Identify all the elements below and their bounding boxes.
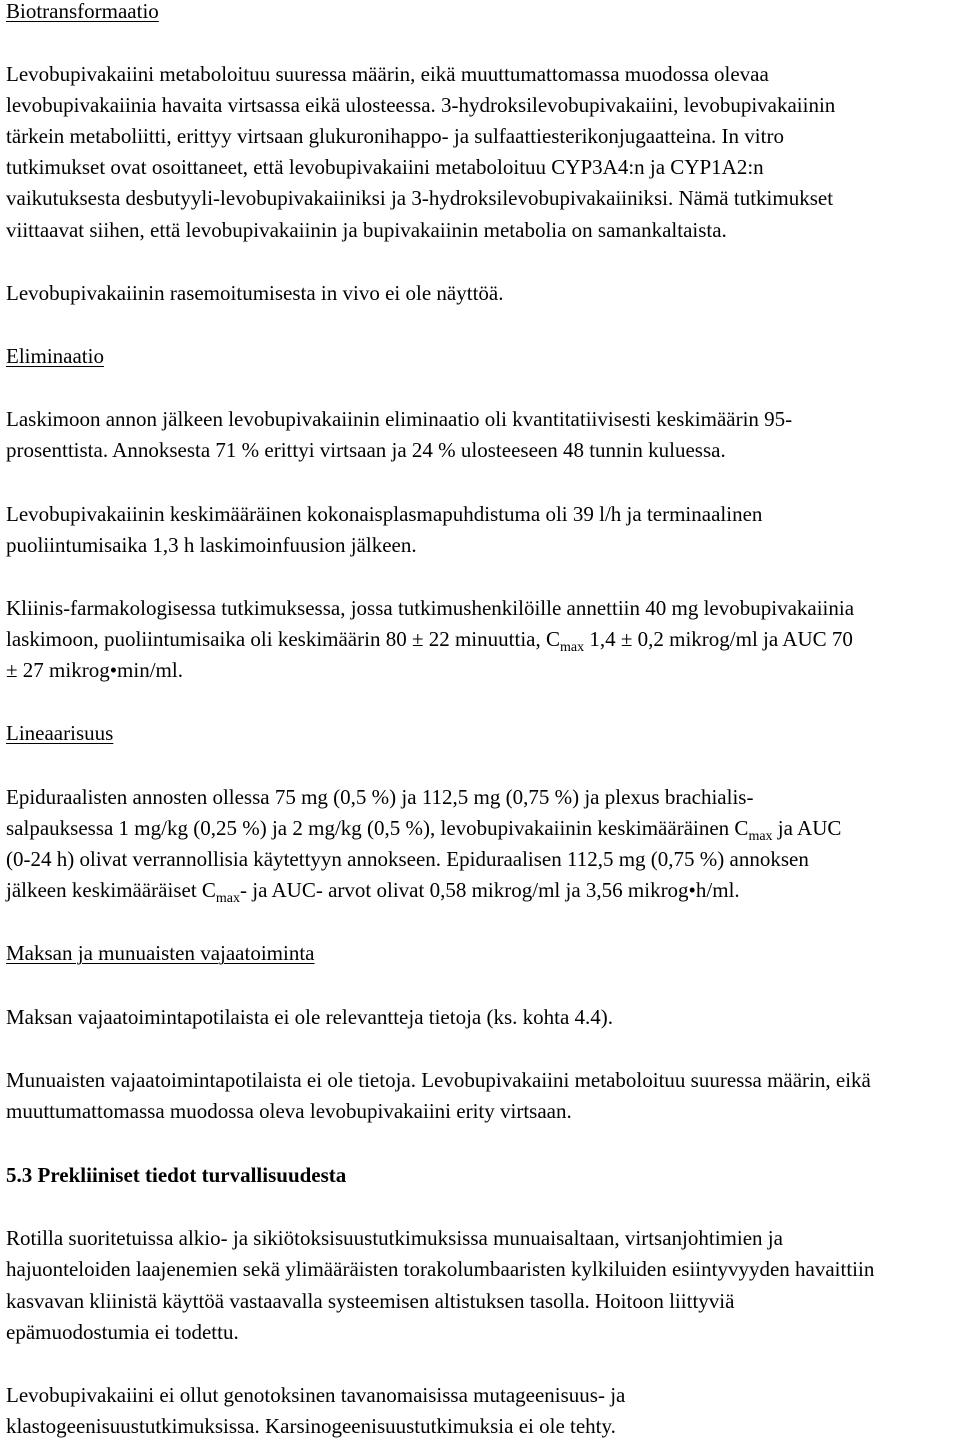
paragraph-line: muuttumattomassa muodossa oleva levobupivakaiini erity virtsaan. [6,1099,572,1123]
paragraph-line: ± 27 mikrog•min/ml. [6,658,183,682]
paragraph-line: Levobupivakaiini metaboloituu suuressa määrin, eikä muuttumattomassa muodossa olevaa [6,62,769,86]
paragraph-line: (0-24 h) olivat verrannollisia käytettyyn annokseen. Epiduraalisen 112,5 mg (0,75 %) annoksen [6,847,809,871]
subscript-max: max [559,640,585,655]
heading-5-3: 5.3 Prekliiniset tiedot turvallisuudesta [6,1163,347,1187]
text-segment: ja AUC [772,816,842,840]
subscript-max: max [748,829,773,844]
text-segment: 1,4 ± 0,2 mikrog/ml ja AUC 70 [584,627,853,651]
paragraph-line: Munuaisten vajaatoimintapotilaista ei ole tietoja. Levobupivakaiini metaboloituu suuressa määrin, eikä [6,1068,871,1092]
paragraph-rasemoituminen: Levobupivakaiinin rasemoitumisesta in vivo ei ole näyttöä. [6,281,504,305]
paragraph-line: hajuonteloiden laajenemien sekä ylimääräisten torakolumbaaristen kylkiluiden esiintyvyyden havaittiin [6,1257,875,1281]
paragraph-line: puoliintumisaika 1,3 h laskimoinfuusion jälkeen. [6,533,417,557]
paragraph-line: Levobupivakaiinin keskimääräinen kokonaisplasmapuhdistuma oli 39 l/h ja terminaalinen [6,502,763,526]
subscript-max: max [215,891,241,906]
paragraph-line: tärkein metaboliitti, erittyy virtsaan glukuronihappo- ja sulfaattiesterikonjugaatteina. In vitro [6,124,784,148]
paragraph-line: vaikutuksesta desbutyyli-levobupivakaiiniksi ja 3-hydroksilevobupivakaiiniksi. Nämä tutkimukset [6,186,834,210]
paragraph-maksa: Maksan vajaatoimintapotilaista ei ole relevantteja tietoja (ks. kohta 4.4). [6,1005,614,1029]
text-segment: salpauksessa 1 mg/kg (0,25 %) ja 2 mg/kg (0,5 %), levobupivakaiinin keskimääräinen C [6,816,749,840]
paragraph-line: epämuodostumia ei todettu. [6,1320,239,1344]
paragraph-line: Levobupivakaiini ei ollut genotoksinen tavanomaisissa mutageenisuus- ja [6,1383,626,1407]
paragraph-line: levobupivakaiinia havaita virtsassa eikä ulosteessa. 3-hydroksilevobupivakaiini, levobupivakaiinin [6,93,836,117]
paragraph-line: Epiduraalisten annosten ollessa 75 mg (0,5 %) ja 112,5 mg (0,75 %) ja plexus brachialis- [6,785,754,809]
paragraph-line: kasvavan kliinistä käyttöä vastaavalla systeemisen altistuksen tasolla. Hoitoon liittyviä [6,1289,735,1313]
paragraph-line: klastogeenisuustutkimuksissa. Karsinogeenisuustutkimuksia ei ole tehty. [6,1414,616,1438]
heading-maksa-munuaiset: Maksan ja munuaisten vajaatoiminta [6,941,315,965]
paragraph-line: Kliinis-farmakologisessa tutkimuksessa, jossa tutkimushenkilöille annettiin 40 mg levobupivakaiinia [6,596,855,620]
paragraph-line [6,814,841,842]
paragraph-line: tutkimukset ovat osoittaneet, että levobupivakaiini metaboloituu CYP3A4:n ja CYP1A2:n [6,155,764,179]
paragraph-line [6,625,853,653]
paragraph-line: Laskimoon annon jälkeen levobupivakaiinin eliminaatio oli kvantitatiivisesti keskimäärin 95- [6,407,793,431]
text-segment: - ja AUC- arvot olivat 0,58 mikrog/ml ja 3,56 mikrog•h/ml. [240,878,740,902]
text-segment: laskimoon, puoliintumisaika oli keskimäärin 80 ± 22 minuuttia, C [6,627,560,651]
paragraph-line: viittaavat siihen, että levobupivakaiinin ja bupivakaiinin metabolia on samankaltaista. [6,218,727,242]
heading-biotransformaatio: Biotransformaatio [6,0,159,23]
paragraph-line: prosenttista. Annoksesta 71 % erittyi virtsaan ja 24 % ulosteeseen 48 tunnin kuluessa. [6,438,726,462]
heading-lineaarisuus: Lineaarisuus [6,721,114,745]
heading-eliminaatio: Eliminaatio [6,344,104,368]
text-segment: jälkeen keskimääräiset C [6,878,216,902]
paragraph-line: Rotilla suoritetuissa alkio- ja sikiötoksisuustutkimuksissa munuaisaltaan, virtsanjohtimien ja [6,1226,783,1250]
paragraph-line [6,876,740,904]
